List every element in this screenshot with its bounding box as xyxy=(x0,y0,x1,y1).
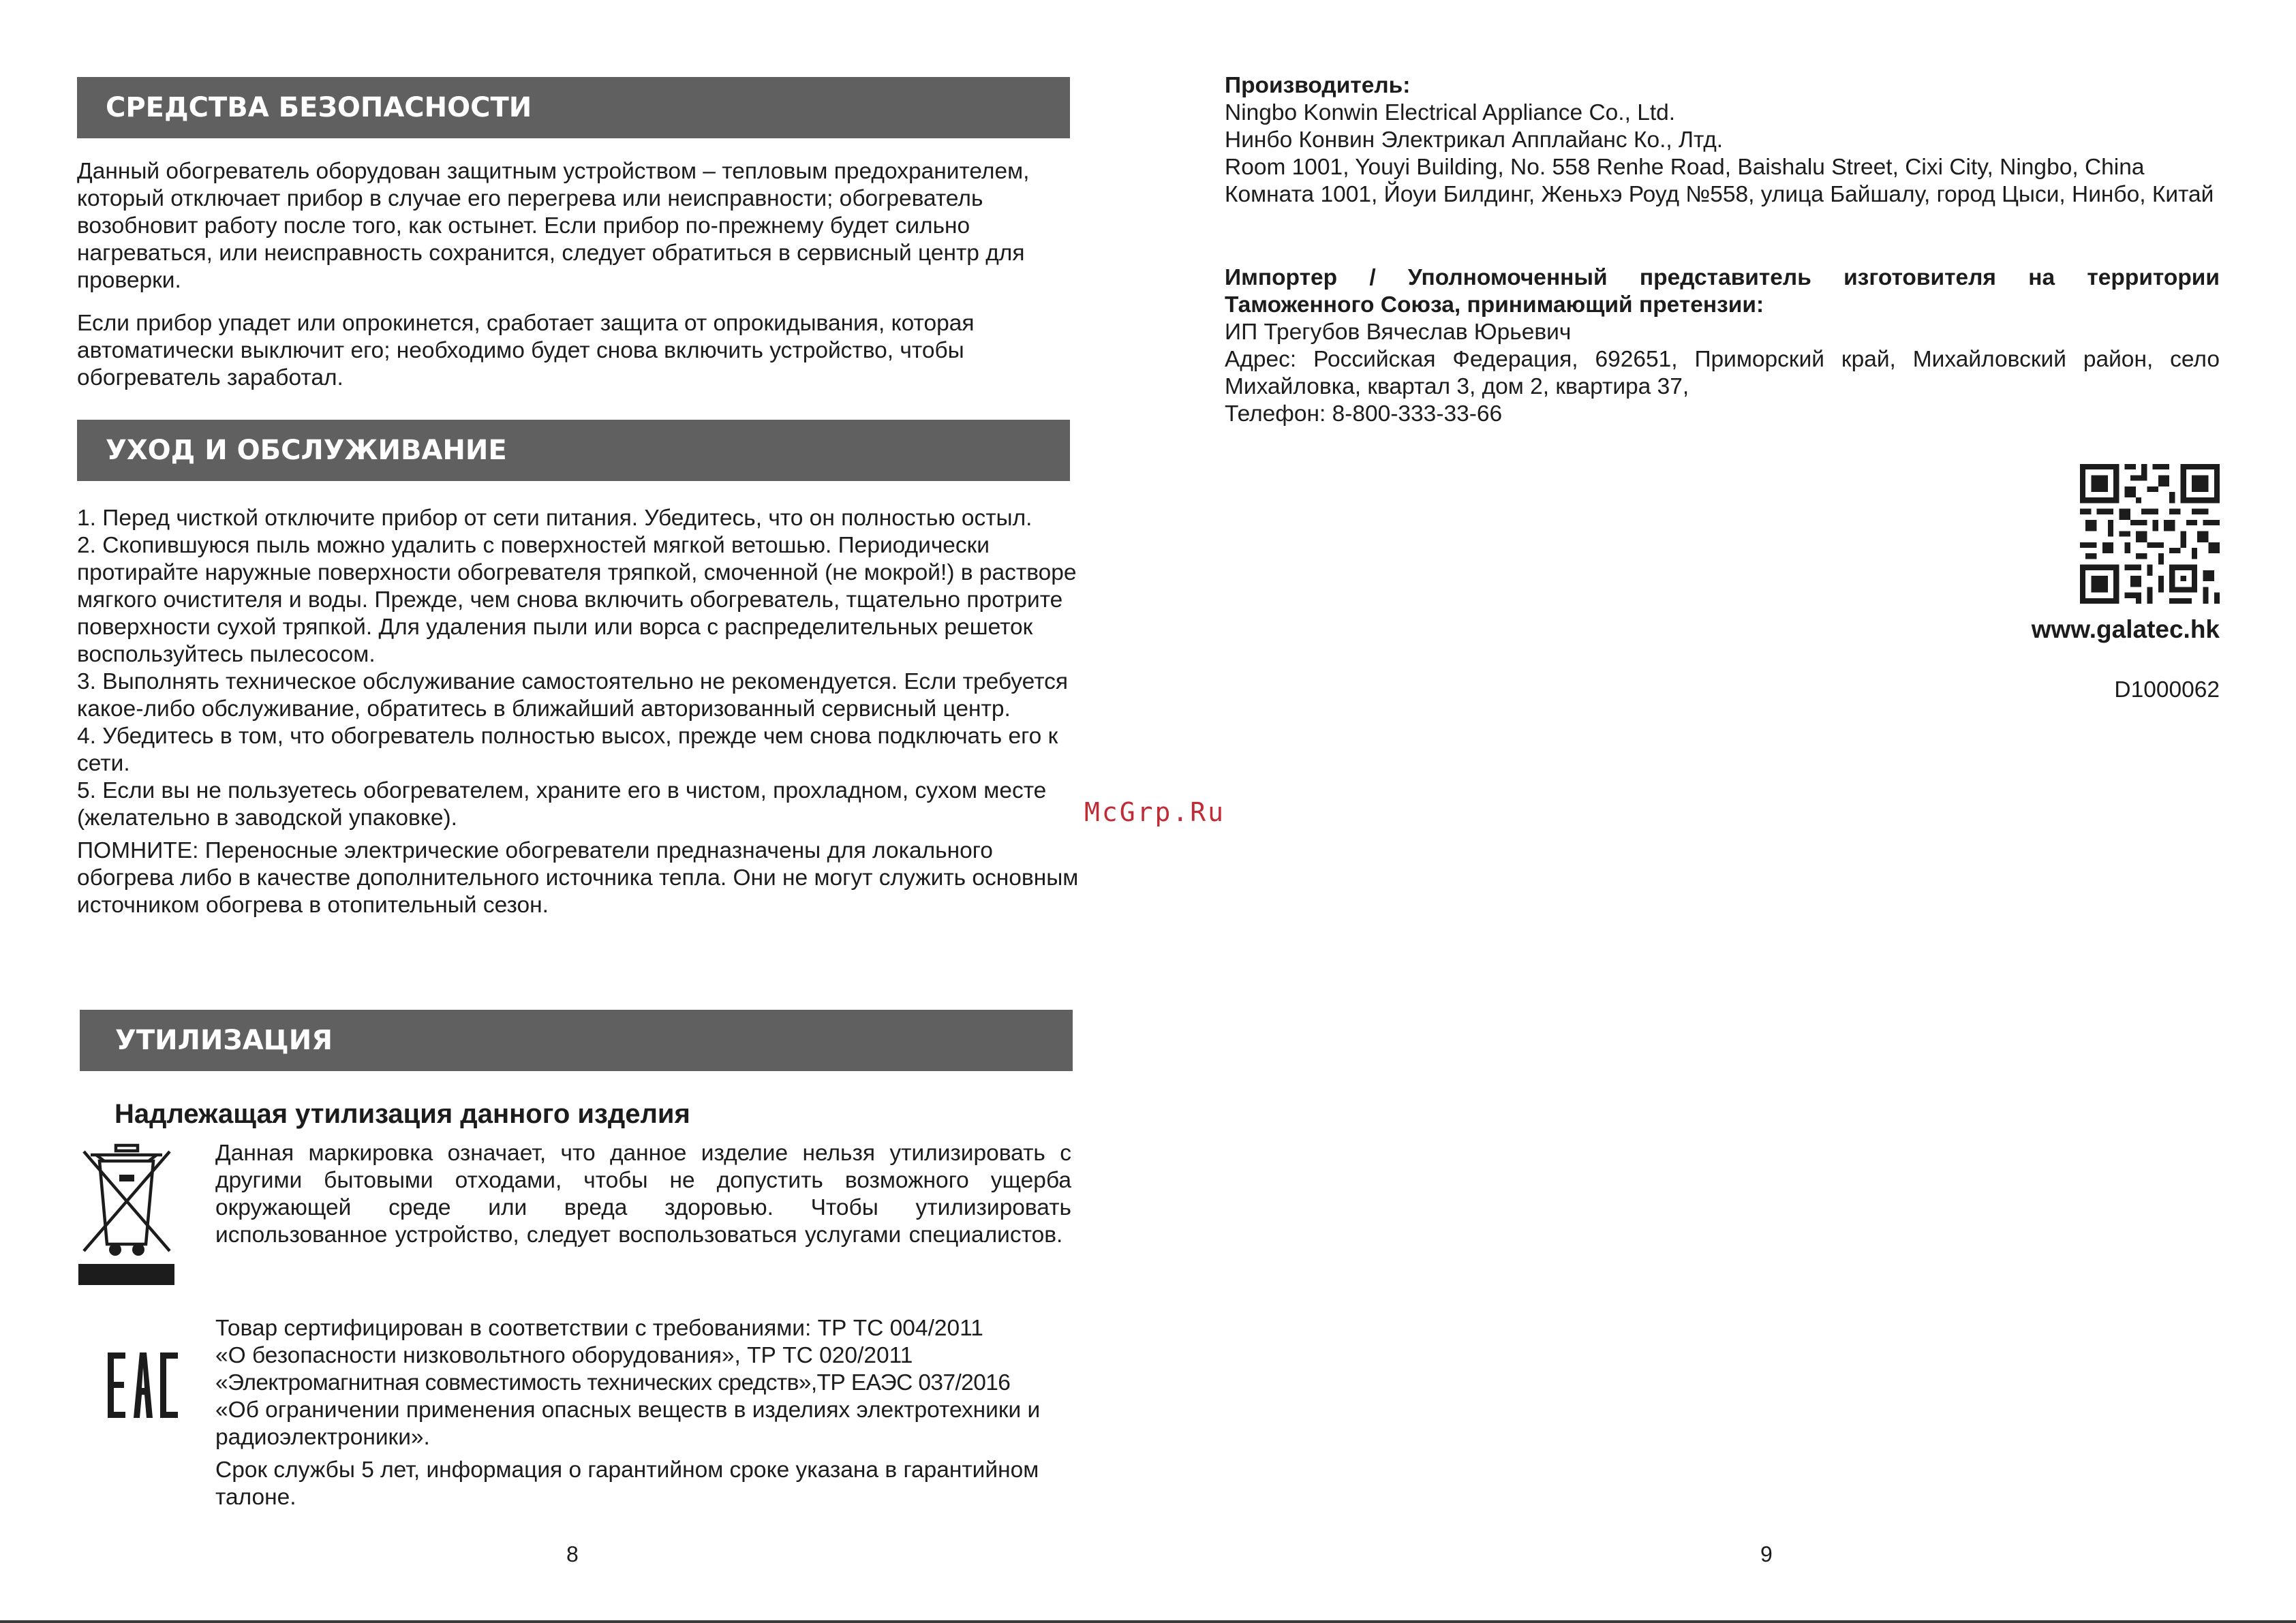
manufacturer-label: Производитель: xyxy=(1225,73,1411,98)
certification-line: «Электромагнитная совместимость технических средств»,ТР ЕАЭС 037/2016 xyxy=(215,1370,1011,1395)
crossed-out-bin-icon xyxy=(77,1143,176,1286)
manufacturer-line: Ningbo Konwin Electrical Appliance Co., Ltd. xyxy=(1225,100,1676,125)
watermark-text: McGrp.Ru xyxy=(1084,797,1226,827)
manufacturer-line: Комната 1001, Йоуи Билдинг, Женьхэ Роуд №558, улица Байшалу, город Цыси, Нинбо, Китай xyxy=(1225,182,2214,207)
care-section-title: УХОД И ОБСЛУЖИВАНИЕ xyxy=(106,435,507,466)
website-link[interactable]: www.galatec.hk xyxy=(2031,615,2220,643)
manufacturer-block xyxy=(1225,72,2220,208)
importer-block xyxy=(1225,264,2220,428)
manufacturer-line: Room 1001, Youyi Building, No. 558 Renhe Road, Baishalu Street, Cixi City, Ningbo, China xyxy=(1225,155,2145,180)
care-item: 1. Перед чисткой отключите прибор от сети питания. Убедитесь, что он полностью остыл. xyxy=(77,506,1032,531)
safety-paragraph-2: Если прибор упадет или опрокинется, сработает защита от опрокидывания, которая автоматически выключит его; необходимо будет снова включить устройство, чтобы обогреватель заработал. xyxy=(77,311,975,390)
certification-line: «О безопасности низковольтного оборудования», ТР ТС 020/2011 xyxy=(215,1343,913,1368)
disposal-section-header xyxy=(80,1010,1073,1071)
care-item: 2. Скопившуюся пыль можно удалить с поверхностей мягкой ветошью. Периодически протирайте наружные поверхности обогревателя тряпкой, смоченной (не мокрой!) в растворе мягкого очистителя и воды. Прежде, чем снова включить обогреватель, тщательно протрите поверхности сухой тряпкой. Для удаления пыли или ворса с распределительных решеток воспользуйтесь пылесосом. xyxy=(77,533,1077,667)
care-section-body xyxy=(77,505,1079,919)
certification-line: «Об ограничении применения опасных веществ в изделиях электротехники и радиоэлектроники». xyxy=(215,1397,1041,1450)
certification-block xyxy=(215,1315,1075,1511)
importer-label: Импортер / Уполномоченный представитель изготовителя на территории Таможенного Союза, принимающий претензии: xyxy=(1225,265,2220,318)
care-remember-note: ПОМНИТЕ: Переносные электрические обогреватели предназначены для локального обогрева либо в качестве дополнительного источника тепла. Они не могут служить основным источником обогрева в отопительный сезон. xyxy=(77,838,1079,918)
disposal-subtitle: Надлежащая утилизация данного изделия xyxy=(114,1099,690,1129)
safety-paragraph-1: Данный обогреватель оборудован защитным устройством – тепловым предохранителем, который отключает прибор в случае его перегрева или неисправности; обогреватель возобновит работу после того, как остынет. Если прибор по-прежнему будет сильно нагреваться, или неисправность сохранится, следует обратиться в сервисный центр для проверки. xyxy=(77,159,1030,293)
importer-address: Адрес: Российская Федерация, 692651, Приморский край, Михайловский район, село Михайловка, квартал 3, дом 2, квартира 37, xyxy=(1225,347,2220,399)
care-item: 4. Убедитесь в том, что обогреватель полностью высох, прежде чем снова подключать его к сети. xyxy=(77,724,1058,776)
care-item: 3. Выполнять техническое обслуживание самостоятельно не рекомендуется. Если требуется какое-либо обслуживание, обратитесь в ближайший авторизованный сервисный центр. xyxy=(77,669,1069,722)
care-item: 5. Если вы не пользуетесь обогревателем, храните его в чистом, прохладном, сухом месте (желательно в заводской упаковке). xyxy=(77,778,1047,831)
service-life-text: Срок службы 5 лет, информация о гарантийном сроке указана в гарантийном талоне. xyxy=(215,1457,1039,1510)
disposal-text: Данная маркировка означает, что данное изделие нельзя утилизировать с другими бытовыми отходами, чтобы не допустить возможного ущерба окружающей среде или вреда здоровью. Чтобы утилизировать использованное устройство, следует воспользоваться услугами специалистов. xyxy=(215,1141,1071,1248)
page-bottom-rule xyxy=(0,1620,2296,1623)
disposal-section-title: УТИЛИЗАЦИЯ xyxy=(115,1025,333,1056)
safety-section-title: СРЕДСТВА БЕЗОПАСНОСТИ xyxy=(106,92,532,123)
safety-section-header xyxy=(77,77,1070,138)
importer-phone: Телефон: 8-800-333-33-66 xyxy=(1225,401,1503,427)
importer-name: ИП Трегубов Вячеслав Юрьевич xyxy=(1225,320,1572,345)
page-number-right: 9 xyxy=(1760,1542,1773,1566)
page-number-left: 8 xyxy=(566,1542,579,1566)
qr-code[interactable] xyxy=(2080,464,2220,604)
manufacturer-line: Нинбо Конвин Электрикал Апплайанс Ко., Лтд. xyxy=(1225,127,1724,153)
eac-mark xyxy=(108,1352,178,1418)
care-section-header xyxy=(77,420,1070,481)
document-code: D1000062 xyxy=(2114,677,2220,702)
safety-section-body xyxy=(77,158,1079,392)
certification-line: Товар сертифицирован в соответствии с требованиями: ТР ТС 004/2011 xyxy=(215,1316,983,1341)
